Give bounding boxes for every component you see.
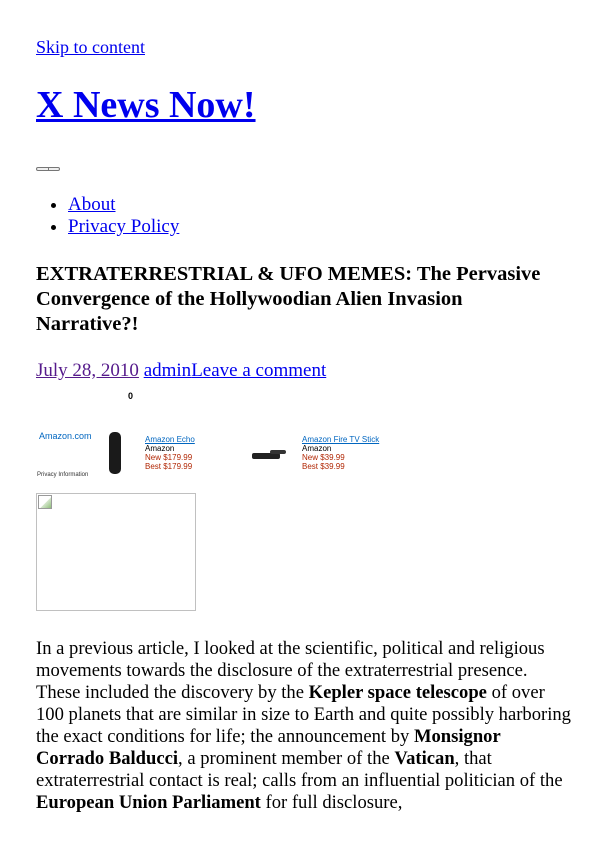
article-text: of over 100 planets that are similar in size to Earth and quite possibly harboring the exact conditions for life; the announcement by bbox=[36, 682, 571, 747]
menu-toggle-segment bbox=[49, 168, 60, 170]
fire-tv-stick-image[interactable] bbox=[250, 450, 286, 464]
amazon-widget bbox=[36, 430, 396, 480]
primary-menu bbox=[36, 194, 179, 238]
skip-to-content-link[interactable]: Skip to content bbox=[36, 37, 145, 57]
menu-item-about bbox=[68, 194, 179, 216]
product-best-price: Best $179.99 bbox=[145, 462, 193, 471]
product-title-link[interactable]: Amazon Fire TV Stick bbox=[302, 435, 380, 444]
menu-link-about[interactable]: About bbox=[68, 194, 116, 215]
product-new-price: New $39.99 bbox=[302, 453, 345, 462]
product-amazon-echo bbox=[145, 435, 195, 471]
site-title bbox=[36, 82, 256, 128]
article-bold-balducci: Monsignor Corrado Balducci bbox=[36, 726, 501, 769]
broken-image-placeholder bbox=[36, 493, 196, 611]
product-fire-tv-stick bbox=[302, 435, 379, 471]
leave-comment-link[interactable]: Leave a comment bbox=[191, 360, 327, 381]
product-seller: Amazon bbox=[302, 444, 332, 453]
article-text: , that extraterrestrial contact is real; calls from an influential politician of the bbox=[36, 748, 563, 791]
product-best-price: Best $39.99 bbox=[302, 462, 345, 471]
post-title: EXTRATERRESTRIAL & UFO MEMES: The Pervasive Convergence of the Hollywoodian Alien Invasion Narrative?! bbox=[36, 263, 541, 335]
product-new-price: New $179.99 bbox=[145, 453, 193, 462]
amazon-privacy-link[interactable]: Privacy Information bbox=[37, 472, 89, 478]
article-text: , a prominent member of the bbox=[178, 748, 395, 769]
article-bold-eu-parliament: European Union Parliament bbox=[36, 792, 261, 813]
article-text: for full disclosure, bbox=[260, 792, 403, 813]
product-seller: Amazon bbox=[145, 444, 175, 453]
article-paragraph bbox=[36, 638, 572, 814]
article-bold-kepler: Kepler space telescope bbox=[308, 682, 487, 703]
fire-tv-remote-shape bbox=[270, 450, 286, 454]
article-bold-vatican: Vatican bbox=[394, 748, 455, 769]
broken-image-icon bbox=[38, 495, 52, 509]
menu-toggle-button[interactable] bbox=[36, 167, 60, 171]
menu-item-privacy-policy bbox=[68, 216, 179, 238]
post-meta bbox=[36, 360, 326, 382]
share-count: 0 bbox=[128, 391, 134, 401]
amazon-echo-image[interactable] bbox=[109, 432, 121, 474]
site-title-link[interactable]: X News Now! bbox=[36, 84, 256, 126]
product-title-link[interactable]: Amazon Echo bbox=[145, 435, 195, 444]
menu-link-privacy-policy[interactable]: Privacy Policy bbox=[68, 216, 180, 237]
amazon-logo-link[interactable]: Amazon.com bbox=[39, 431, 92, 441]
article-text: In a previous article, I looked at the scientific, political and religious movements towards the disclosure of the extraterrestrial presence. These included the discovery by the bbox=[36, 638, 545, 703]
post-author-link[interactable]: admin bbox=[143, 360, 192, 381]
post-date-link[interactable]: July 28, 2010 bbox=[36, 360, 139, 381]
menu-toggle-segment bbox=[37, 168, 49, 170]
